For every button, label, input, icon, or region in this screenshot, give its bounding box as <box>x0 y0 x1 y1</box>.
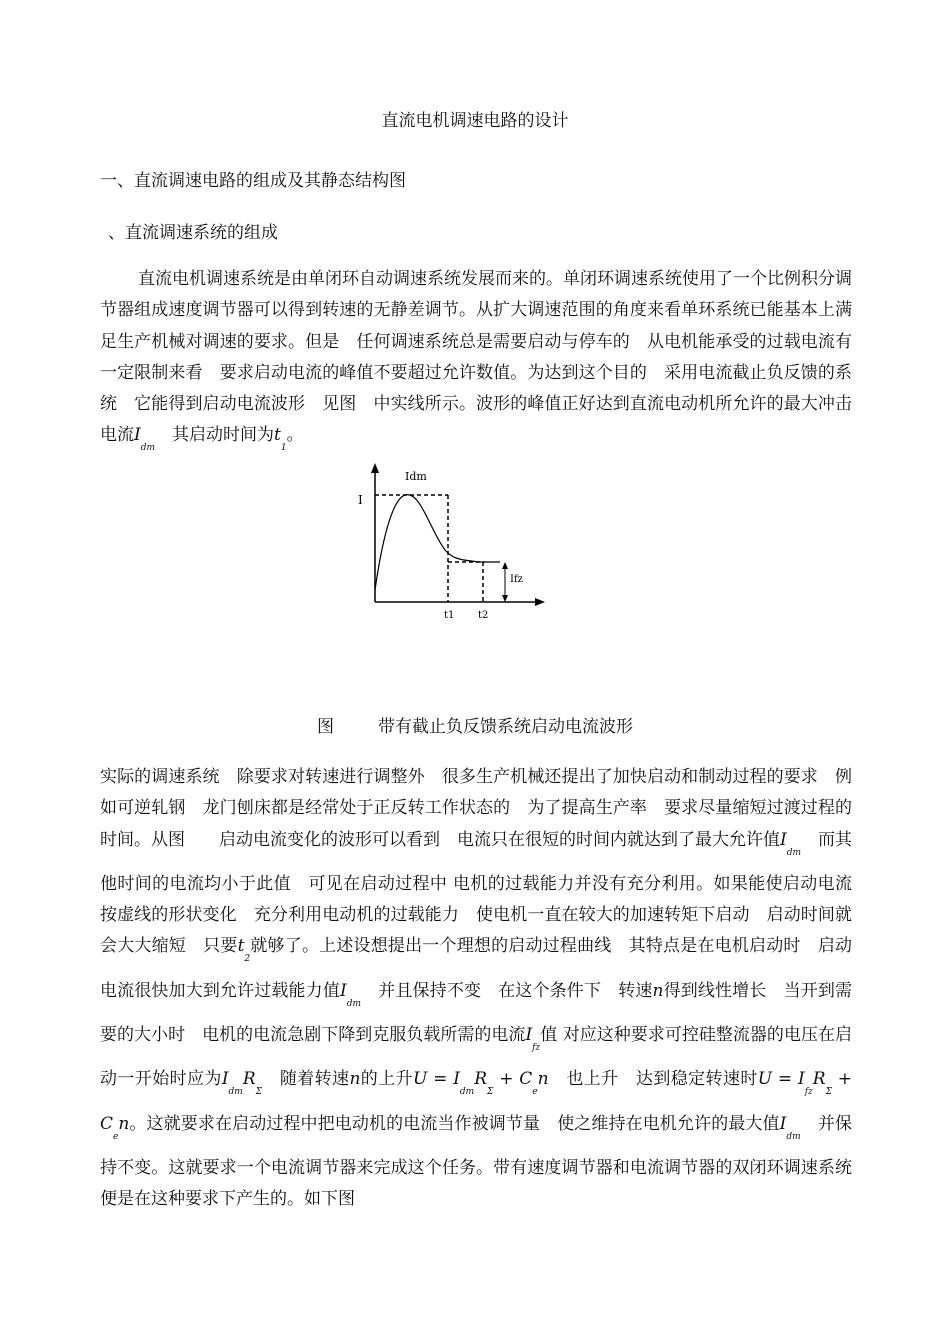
y-axis-arrow <box>371 463 379 473</box>
p2-seg-8: 的上升 <box>360 1069 413 1090</box>
subscript-2: 2 <box>244 954 251 965</box>
symbol-C: C <box>100 1113 114 1134</box>
p2-seg-9: 也上升 达到稳定转速时 <box>548 1069 758 1090</box>
paragraph-1 <box>100 264 852 465</box>
paragraph-2 <box>100 762 852 1216</box>
p2-seg-1: 实际的调速系统 除要求对转速进行调整外 很多生产机械还提出了加快启动和制动过程的要求 例如可逆轧钢 龙门刨床都是经常处于正反转工作状态的 为了提高生产率 要求尽量缩短过渡过程的时间。从图 启动电流变化的波形可以看到 电流只在很短的时间内就达到了最大允许值 <box>100 767 852 850</box>
p2-seg-4: 并且保持不变 在这个条件下 转速 <box>360 980 653 1001</box>
subscript-dm: dm <box>140 443 156 454</box>
symbol-C: C <box>519 1069 533 1090</box>
symbol-U: U <box>413 1069 428 1090</box>
symbol-I: I <box>134 425 141 446</box>
subscript-fz: fz <box>804 1087 813 1098</box>
startup-current-waveform-figure <box>350 460 550 630</box>
subscript-sigma: Σ <box>487 1087 494 1098</box>
p2-seg-7: 随着转速 <box>262 1069 350 1090</box>
label-i: I <box>358 493 363 507</box>
subscript-dm: dm <box>346 998 361 1009</box>
ifz-arrow-up <box>502 562 508 569</box>
symbol-I: I <box>525 1025 533 1046</box>
current-curve <box>375 495 500 590</box>
p2-seg-10: 。这就要求在启动过程中把电动机的电流当作被调节量 使之维持在电机允许的最大值 <box>129 1113 780 1134</box>
label-t1: t1 <box>444 610 455 621</box>
ifz-arrow-down <box>502 595 508 602</box>
subscript-sigma: Σ <box>825 1087 832 1098</box>
p2-seg-2: 而其他时间的电流均小于此值 可见在启动过程中 电机的过载能力并没有充分利用。如果能使启动电流按虚线的形状变化 充分利用电动机的过载能力 使电机一直在较大的加速转矩下启动 启动时间就会大大缩短 只要 <box>100 829 853 957</box>
subscript-e: e <box>532 1087 538 1098</box>
symbol-t: t <box>237 936 245 957</box>
plus-sign: + <box>493 1069 520 1090</box>
figure-caption-label: 图 <box>317 717 334 737</box>
paragraph-1-text: 直流电机调速系统是由单闭环自动调速系统发展而来的。单闭环调速系统使用了一个比例积分调节器组成速度调节器可以得到转速的无静差调节。从扩大调速范围的角度来看单环系统已能基本上满足生产机械对调速的要求。但是 任何调速系统总是需要启动与停车的 从电机能承受的过载电流有一定限制来看 要求启动电流的峰值不要超过允许数值。为达到这个目的 采用电流截止负反馈的系统 它能得到启动电流波形 见图 中实线所示。波形的峰值正好达到直流电动机所允许的最大冲击电流 <box>100 269 852 446</box>
p2-seg-6: 值 对应这种要求可控硅整流器的电压在启动一开始时应为 <box>100 1025 852 1090</box>
symbol-n: n <box>652 980 664 1001</box>
symbol-R: R <box>474 1069 488 1090</box>
symbol-I: I <box>453 1069 460 1090</box>
label-ifz: Ifz <box>510 574 523 585</box>
paragraph-1-end: 。 <box>286 425 304 446</box>
p2-seg-3: 就够了。上述设想提出一个理想的启动过程曲线 其特点是在电机启动时 启动电流很快加大到允许过载能力值 <box>100 936 853 1001</box>
plus-sign: + <box>831 1069 853 1090</box>
label-t2: t2 <box>478 610 489 621</box>
symbol-I: I <box>339 980 347 1001</box>
equals-sign: = <box>427 1069 454 1090</box>
symbol-U: U <box>757 1069 773 1090</box>
subscript-dm: dm <box>786 1131 801 1142</box>
label-idm: Idm <box>405 470 427 483</box>
subscript-e: e <box>113 1131 119 1142</box>
symbol-I: I <box>779 1113 787 1134</box>
symbol-R: R <box>812 1069 826 1090</box>
p2-seg-5: 得到线性增长 当开到需要的大小时 电机的电流急剧下降到克服负载所需的电流 <box>100 980 853 1046</box>
figure-caption <box>0 712 950 737</box>
symbol-I: I <box>780 829 787 850</box>
symbol-I: I <box>797 1069 805 1090</box>
figure-caption-text: 带有截止负反馈系统启动电流波形 <box>378 717 633 737</box>
symbol-n: n <box>118 1113 130 1134</box>
document-title: 直流电机调速电路的设计 <box>381 111 569 131</box>
subscript-sigma: Σ <box>255 1087 263 1098</box>
x-axis-arrow <box>535 598 545 606</box>
p2-seg-11: 并保持不变。这就要求一个电流调节器来完成这个任务。带有速度调节器和电流调节器的双闭环调速系统便是在这种要求下产生的。如下图 <box>100 1113 853 1210</box>
symbol-R: R <box>242 1069 256 1090</box>
subscript-1: 1 <box>280 443 287 454</box>
equals-sign: = <box>772 1069 798 1090</box>
symbol-n: n <box>349 1069 361 1090</box>
subscript-dm: dm <box>459 1087 475 1098</box>
symbol-I: I <box>221 1069 229 1090</box>
symbol-n: n <box>537 1069 549 1090</box>
subscript-dm: dm <box>786 847 802 858</box>
paragraph-1-text-b: 其启动时间为 <box>155 425 275 446</box>
symbol-t: t <box>274 425 281 446</box>
subscript-fz: fz <box>532 1043 541 1054</box>
subscript-dm: dm <box>228 1087 243 1098</box>
section-heading-1: 一、直流调速电路的组成及其静态结构图 <box>100 171 406 191</box>
subsection-heading: 、直流调速系统的组成 <box>108 223 278 243</box>
